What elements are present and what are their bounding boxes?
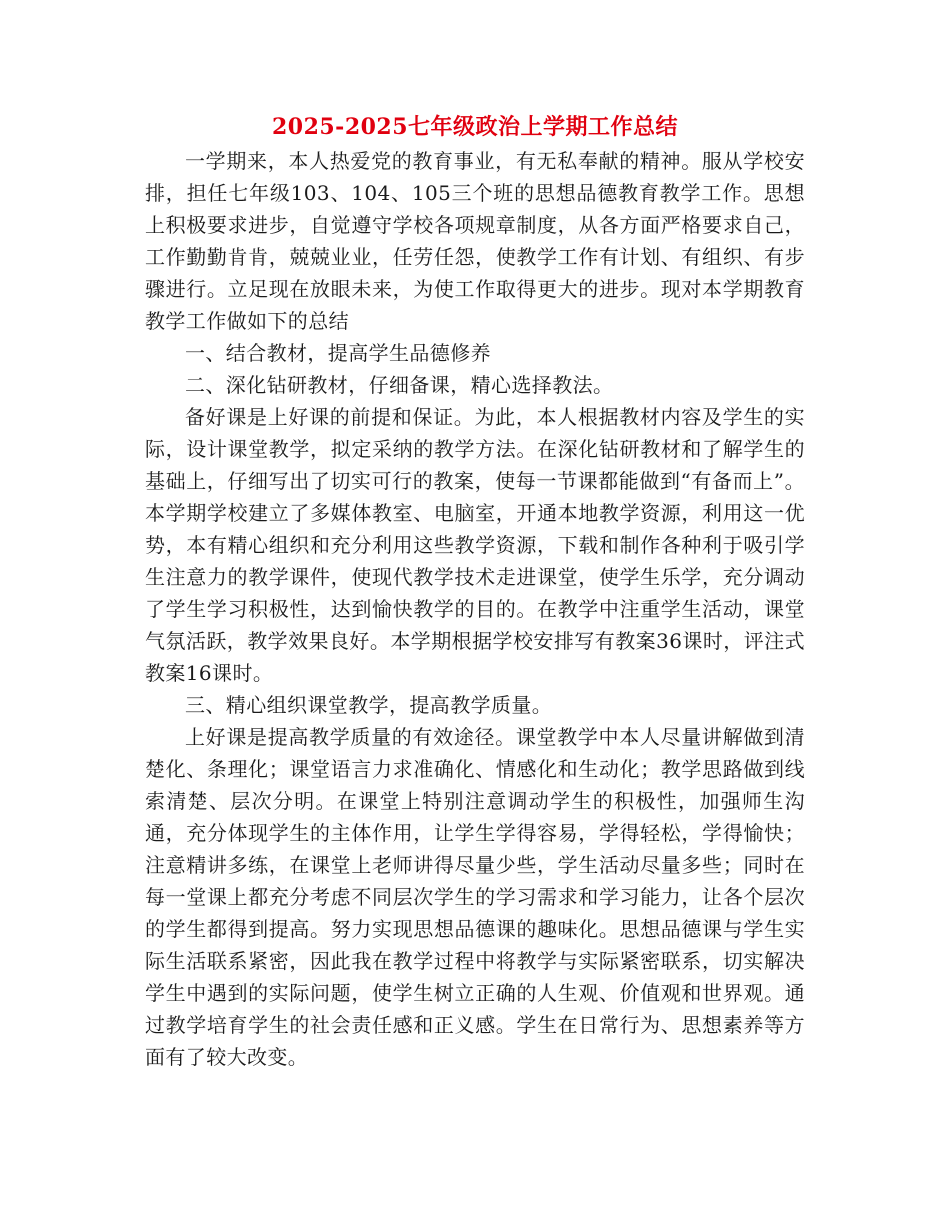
section-heading-3: 三、精心组织课堂教学，提高教学质量。	[185, 693, 553, 717]
document-body	[145, 145, 805, 1073]
section-heading-2: 二、深化钻研教材，仔细备课，精心选择教法。	[185, 373, 614, 397]
document-title: 2025-2025七年级政治上学期工作总结	[271, 114, 679, 140]
paragraph-classroom-teaching: 上好课是提高教学质量的有效途径。课堂教学中本人尽量讲解做到清楚化、条理化；课堂语言力求准确化、情感化和生动化；教学思路做到线索清楚、层次分明。在课堂上特别注意调动学生的积极性，加强师生沟通，充分体现学生的主体作用，让学生学得容易，学得轻松，学得愉快；注意精讲多练，在课堂上老师讲得尽量少些，学生活动尽量多些；同时在每一堂课上都充分考虑不同层次学生的学习需求和学习能力，让各个层次的学生都得到提高。努力实现思想品德课的趣味化。思想品德课与学生实际生活联系紧密，因此我在教学过程中将教学与实际紧密联系，切实解决学生中遇到的实际问题，使学生树立正确的人生观、价值观和世界观。通过教学培育学生的社会责任感和正义感。学生在日常行为、思想素养等方面有了较大改变。	[145, 725, 805, 1069]
paragraph-lesson-prep: 备好课是上好课的前提和保证。为此，本人根据教材内容及学生的实际，设计课堂教学，拟定采纳的教学方法。在深化钻研教材和了解学生的基础上，仔细写出了切实可行的教案，使每一节课都能做到“有备而上”。本学期学校建立了多媒体教室、电脑室，开通本地教学资源，利用这一优势，本有精心组织和充分利用这些教学资源，下载和制作各种利于吸引学生注意力的教学课件，使现代教学技术走进课堂，使学生乐学，充分调动了学生学习积极性，达到愉快教学的目的。在教学中注重学生活动，课堂气氛活跃，教学效果良好。本学期根据学校安排写有教案36课时，评注式教案16课时。	[145, 405, 805, 685]
section-heading-1: 一、结合教材，提高学生品德修养	[185, 341, 491, 365]
paragraph-intro: 一学期来，本人热爱党的教育事业，有无私奉献的精神。服从学校安排，担任七年级103、104、105三个班的思想品德教育教学工作。思想上积极要求进步，自觉遵守学校各项规章制度，从各方面严格要求自己，工作勤勤肯肯，兢兢业业，任劳任怨，使教学工作有计划、有组织、有步骤进行。立足现在放眼未来，为使工作取得更大的进步。现对本学期教育教学工作做如下的总结	[145, 149, 805, 333]
